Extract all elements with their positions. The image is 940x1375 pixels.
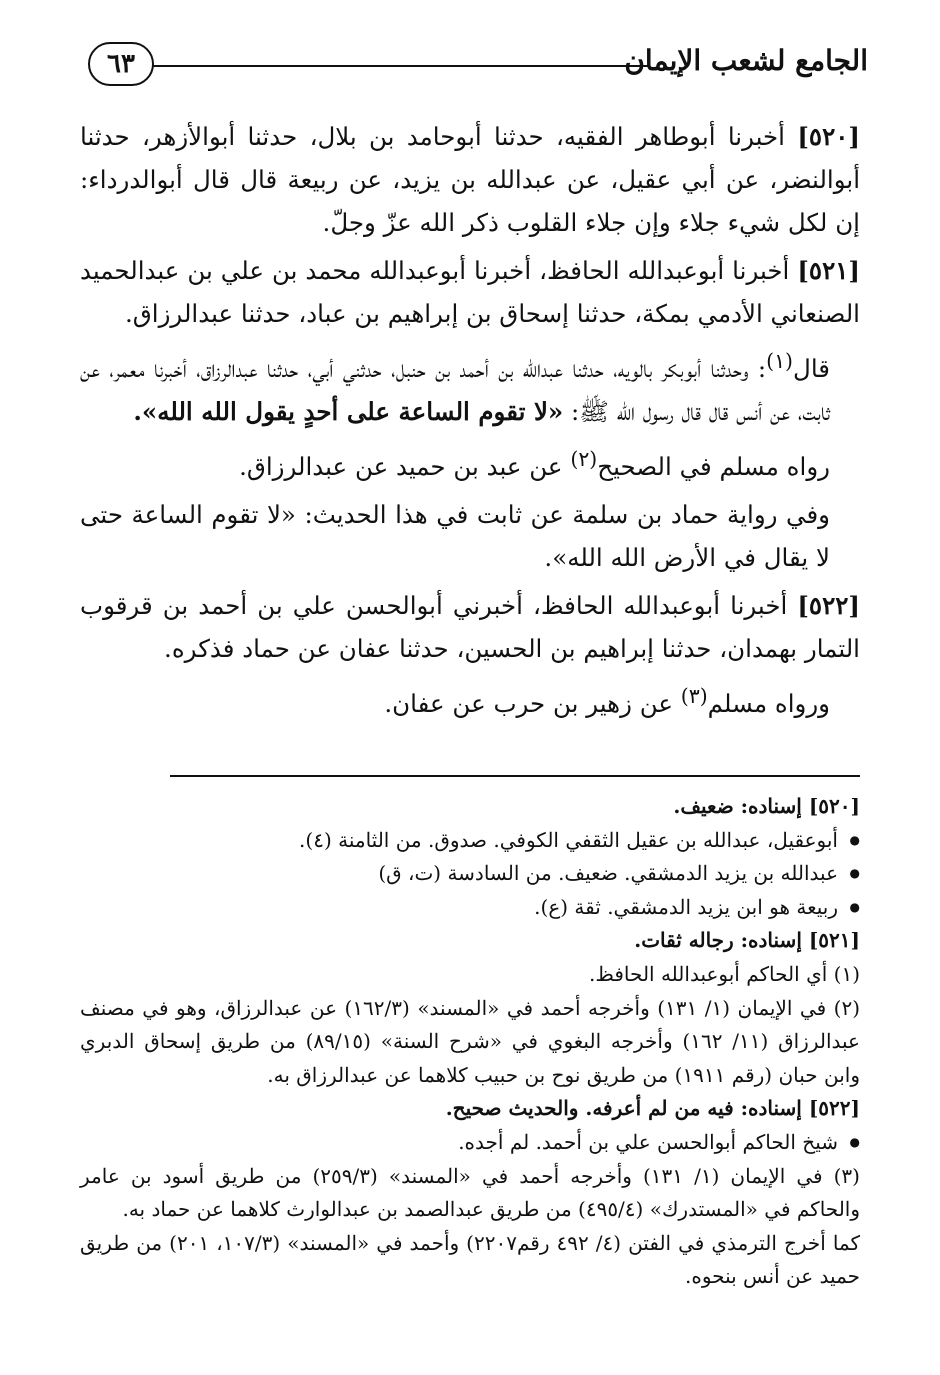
narration-text: عن عبد بن حميد عن عبدالرزاق. (239, 452, 571, 482)
page-number: ٦٣ (88, 42, 154, 86)
hadith-text: أخبرنا أبوعبدالله الحافظ، أخبرني أبوالحسن علي بن أحمد بن قرقوب التمار بهمدان، حدثنا إبراهيم بن الحسين، حدثنا عفان عن حماد فذكره. (80, 591, 860, 664)
footnote-ref: (٢) (570, 447, 598, 472)
hadith-number: [٥٢١] (797, 256, 860, 285)
muslim-reference-2 (80, 675, 860, 725)
hadith-quote: «لا تقوم الساعة على أحدٍ يقول الله الله». (133, 397, 564, 427)
footnote-bullet: ● أبوعقيل، عبدالله بن عقيل الثقفي الكوفي. صدوق. من الثامنة (٤). (80, 824, 860, 858)
narration-lead: ورواه مسلم (707, 689, 830, 719)
footnote-heading: [٥٢٢] إسناده: فيه من لم أعرفه. والحديث صحيح. (445, 1096, 860, 1121)
footnote-divider (170, 775, 860, 777)
hadith-522 (80, 584, 860, 670)
narration-text: عن زهير بن حرب عن عفان. (384, 689, 681, 719)
footnote-2: (٢) في الإيمان (١/ ١٣١) وأخرجه أحمد في «المسند» (١٦٢/٣) عن عبدالرزاق، وهو في مصنف عبدالرزاق (١١/ ١٦٢) وأخرجه البغوي في «شرح السنة» (٨٩/١٥) من طريق إسحاق الدبري وابن حبان (رقم ١٩١١) من طريق نوح بن حبيب كلاهما عن عبدالرزاق به. (80, 995, 860, 1087)
footnote-ref: (١) (766, 349, 794, 373)
hammad-narration (80, 493, 860, 579)
hadith-number: [٥٢٠] (797, 122, 860, 151)
footnote-3-continuation: كما أخرج الترمذي في الفتن (٤/ ٤٩٢ رقم٢٢٠٧) وأحمد في «المسند» (١٠٧/٣، ٢٠١) من طريق حميد عن أنس بنحوه. (80, 1230, 861, 1289)
footnote-ref: (٣) (680, 684, 708, 709)
footnotes (80, 790, 860, 1294)
header-rule (152, 65, 648, 67)
hadith-520 (80, 115, 860, 244)
footnote-bullet: ● شيخ الحاكم أبوالحسن علي بن أحمد. لم أجده. (80, 1126, 860, 1160)
footnote-1: (١) أي الحاكم أبوعبدالله الحافظ. (589, 961, 860, 986)
main-text (80, 115, 860, 730)
narration-lead: رواه مسلم في الصحيح (597, 452, 830, 482)
footnote-3: (٣) في الإيمان (١/ ١٣١) وأخرجه أحمد في «المسند» (٢٥٩/٣) من طريق أسود بن عامر والحاكم في «المستدرك» (٤٩٥/٤) من طريق عبدالصمد بن عبدالوارث كلاهما عن حماد به. (80, 1163, 860, 1222)
running-header (88, 42, 868, 90)
footnote-bullet: ● عبدالله بن يزيد الدمشقي. ضعيف. من السادسة (ت، ق) (80, 857, 860, 891)
hadith-521 (80, 249, 860, 335)
narration-lead: قال (793, 354, 830, 384)
hadith-521-continuation (80, 340, 860, 433)
narration-text: : وحدثنا أبوبكر بالويه، حدثنا عبدالله بن أحمد بن حنبل، حدثني أبي، حدثنا عبدالرزاق، أخبرنا معمر، عن ثابت، عن أنس قال قال رسول الله ﷺ: (80, 354, 830, 427)
footnote-heading: [٥٢١] إسناده: رجاله ثقات. (634, 928, 860, 953)
hadith-text: أخبرنا أبوطاهر الفقيه، حدثنا أبوحامد بن بلال، حدثنا أبوالأزهر، حدثنا أبوالنضر، عن أبي عقيل، عن عبدالله بن يزيد، عن ربيعة قال قال أبوالدرداء: إن لكل شيء جلاء وإن جلاء القلوب ذكر الله عزّ وجلّ. (80, 122, 860, 237)
footnote-bullet: ● ربيعة هو ابن يزيد الدمشقي. ثقة (ع). (80, 891, 860, 925)
book-title: الجامع لشعب الإيمان (624, 44, 868, 77)
hadith-number: [٥٢٢] (797, 591, 860, 621)
hadith-text: أخبرنا أبوعبدالله الحافظ، أخبرنا أبوعبدالله محمد بن علي بن عبدالحميد الصنعاني الأدمي بمكة، حدثنا إسحاق بن إبراهيم بن عباد، حدثنا عبدالرزاق. (80, 256, 860, 328)
narration-text: وفي رواية حماد بن سلمة عن ثابت في هذا الحديث: «لا تقوم الساعة حتى لا يقال في الأرض الله الله». (80, 500, 830, 573)
footnote-heading: [٥٢٠] إسناده: ضعيف. (673, 794, 860, 818)
muslim-reference (80, 438, 860, 488)
